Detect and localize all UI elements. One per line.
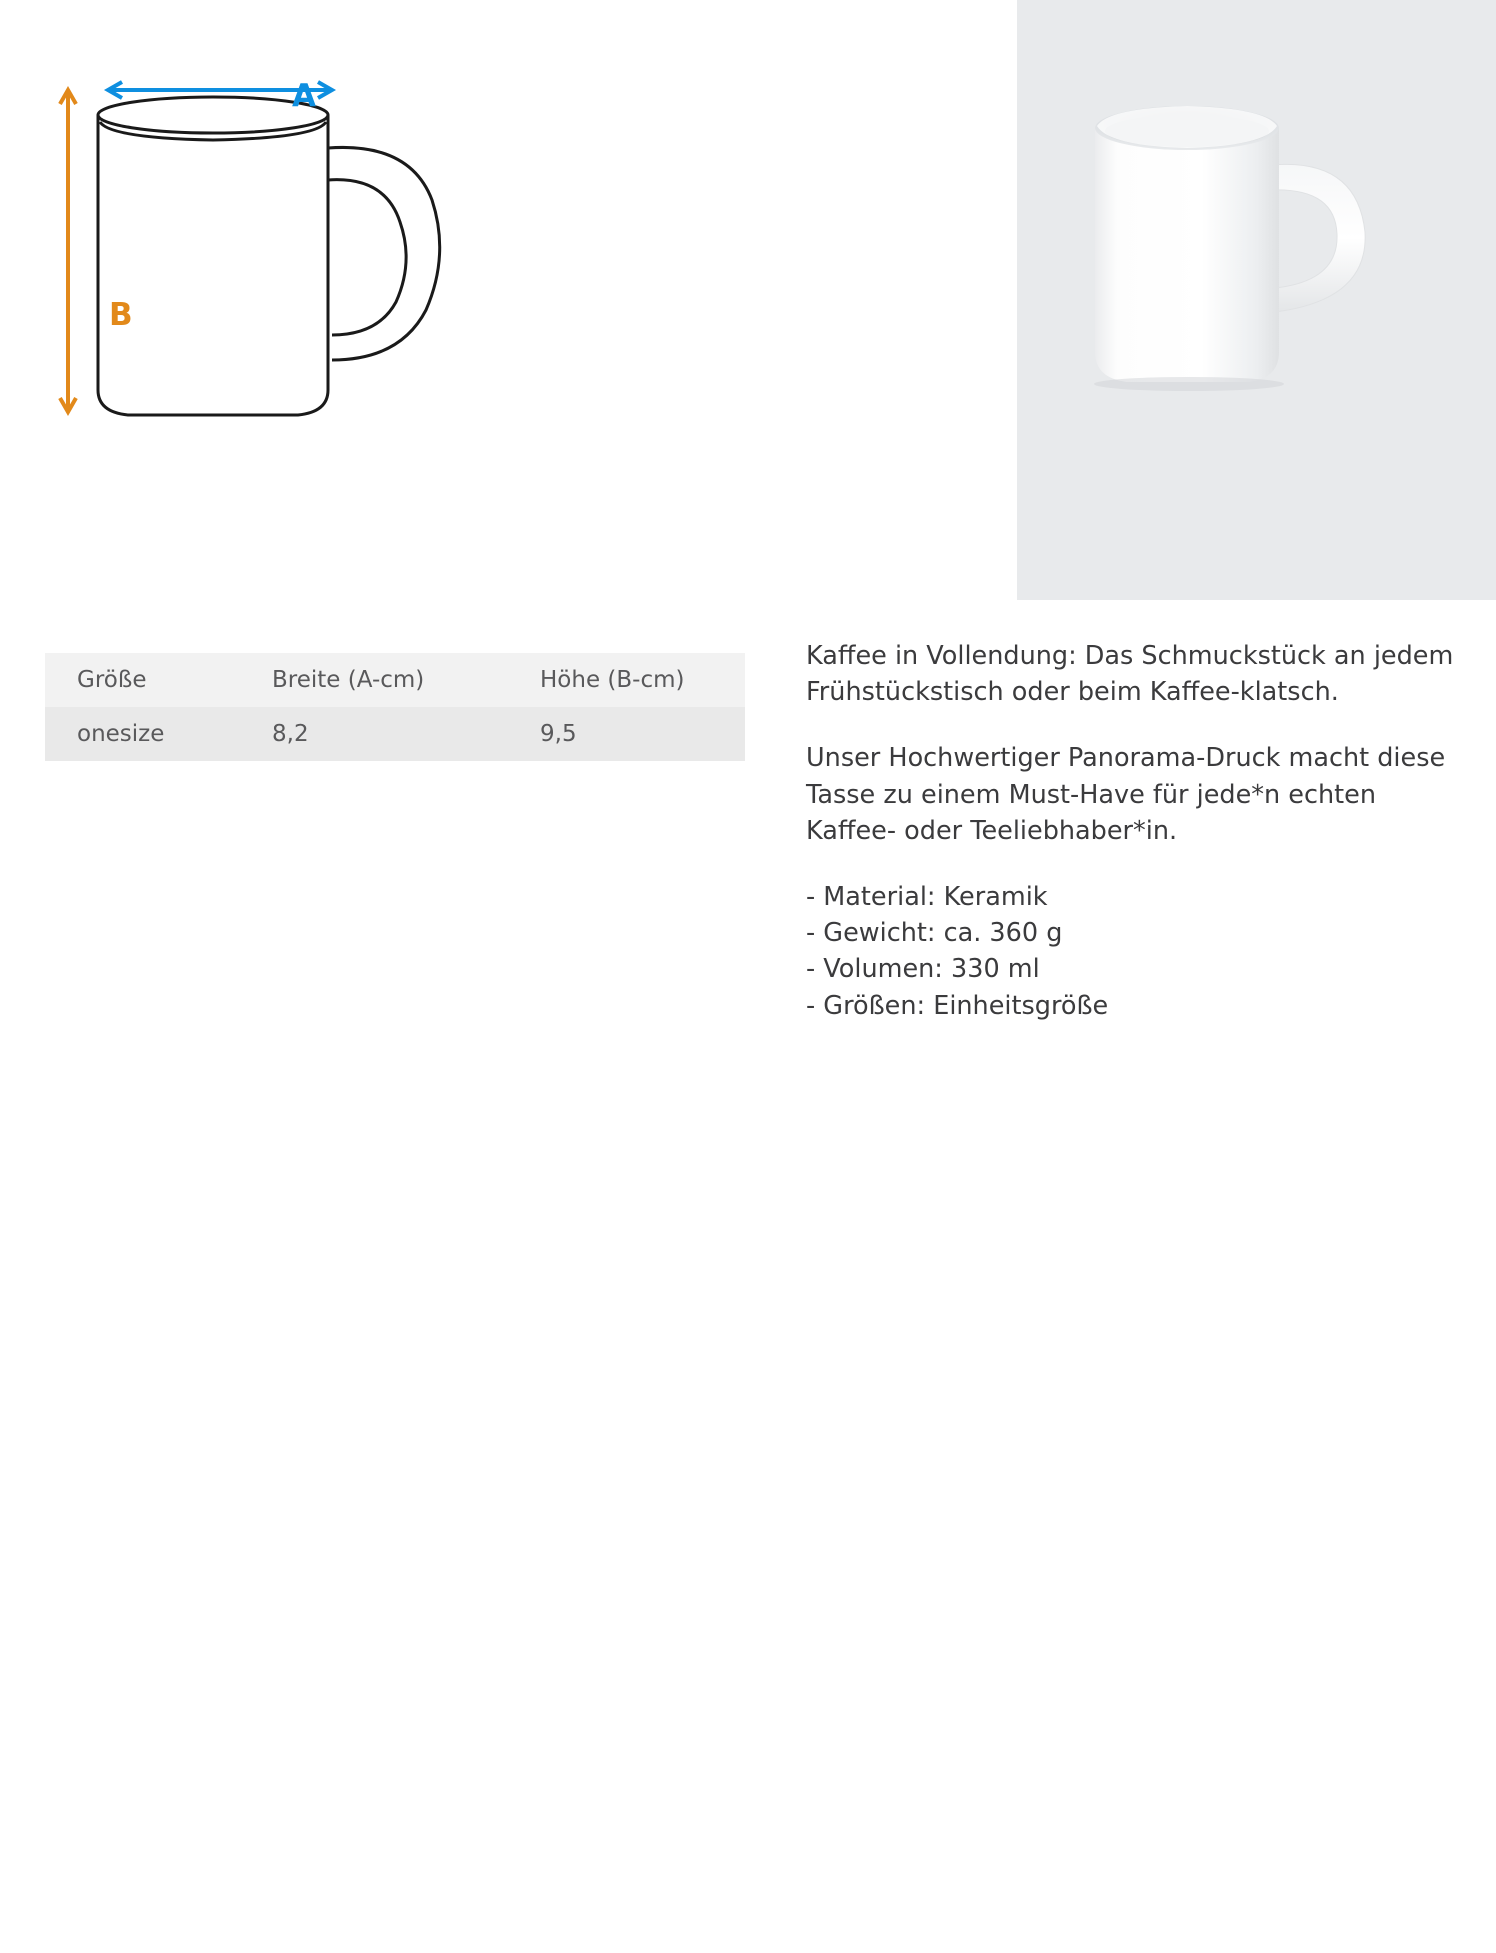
description-paragraph-1: Kaffee in Vollendung: Das Schmuckstück an jedem Frühstückstisch oder beim Kaffee-klatsch. (806, 641, 1454, 708)
table-header-size: Größe (77, 667, 147, 693)
table-header-height: Höhe (B-cm) (540, 667, 685, 693)
table-header-width: Breite (A-cm) (272, 667, 425, 693)
mug-technical-drawing (40, 30, 600, 500)
cell-size: onesize (77, 721, 165, 747)
cell-width: 8,2 (272, 721, 309, 747)
table-header-row (45, 653, 745, 707)
description-paragraph-2: Unser Hochwertiger Panorama-Druck macht diese Tasse zu einem Must-Have für jede*n echten Kaffee- oder Teeliebhaber*in. (806, 743, 1446, 846)
size-table (45, 653, 745, 761)
technical-drawing-svg (40, 30, 600, 500)
spec-volume: - Volumen: 330 ml (806, 954, 1040, 985)
height-dimension-label: B (109, 297, 133, 333)
product-photo-svg (1017, 0, 1496, 600)
product-photo (1017, 0, 1496, 600)
height-dimension-arrow (60, 90, 76, 412)
product-description (806, 638, 1456, 1024)
cell-height: 9,5 (540, 721, 577, 747)
spec-weight: - Gewicht: ca. 360 g (806, 918, 1063, 949)
spec-material: - Material: Keramik (806, 882, 1048, 913)
table-row (45, 707, 745, 761)
spec-sizes: - Größen: Einheitsgröße (806, 990, 1109, 1021)
width-dimension-label: A (292, 78, 316, 114)
product-images-area (0, 0, 1496, 600)
